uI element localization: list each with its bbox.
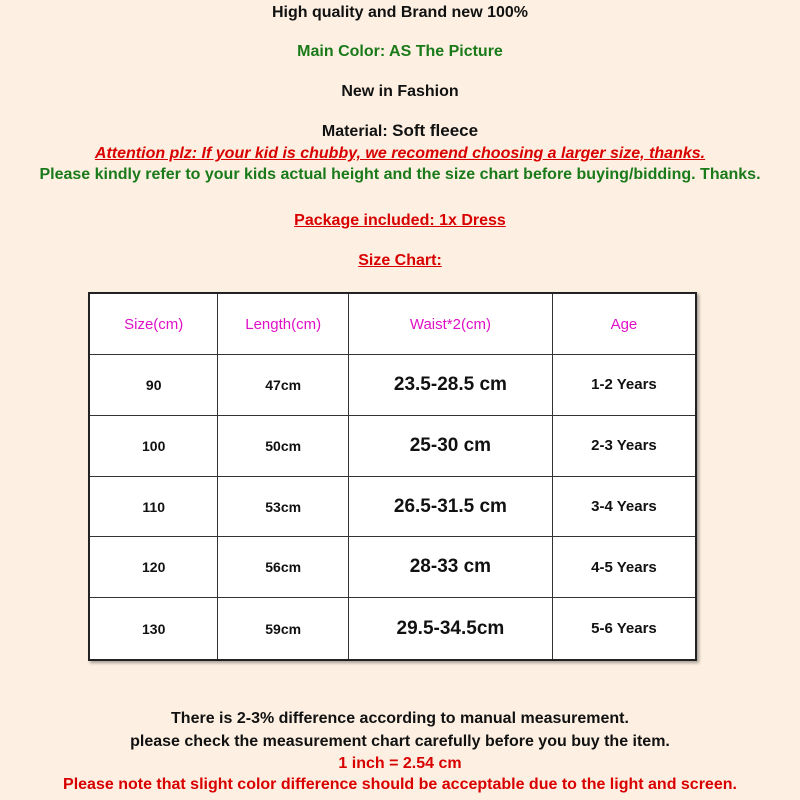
length-cell: 56cm <box>218 537 349 598</box>
check-note: please check the measurement chart carefully before you buy the item. <box>130 733 670 750</box>
header-waist: Waist*2(cm) <box>348 293 552 355</box>
size-cell: 90 <box>89 355 218 416</box>
table-row <box>89 415 696 476</box>
size-chart-table <box>88 292 697 661</box>
quality-line: High quality and Brand new 100% <box>271 4 529 21</box>
package-line: Package included: 1x Dress <box>294 212 506 229</box>
material-label: Material: <box>321 123 393 140</box>
attention-line: Attention plz: If your kid is chubby, we recomend choosing a larger size, thanks. <box>94 145 706 162</box>
refer-line: Please kindly refer to your kids actual height and the size chart before buying/bidding. Thanks. <box>39 166 761 183</box>
length-cell: 59cm <box>218 598 349 660</box>
size-cell: 130 <box>89 598 218 660</box>
main-color-line: Main Color: AS The Picture <box>297 43 503 60</box>
waist-cell: 25-30 cm <box>348 415 552 476</box>
table-row <box>89 598 696 660</box>
table-row <box>89 476 696 537</box>
material-value: Soft fleece <box>392 121 479 140</box>
length-cell: 53cm <box>218 476 349 537</box>
color-difference-note: Please note that slight color difference should be acceptable due to the light and screen. <box>63 776 737 793</box>
table-row <box>89 537 696 598</box>
header-length: Length(cm) <box>218 293 349 355</box>
age-cell: 4-5 Years <box>552 537 696 598</box>
size-cell: 120 <box>89 537 218 598</box>
age-cell: 3-4 Years <box>552 476 696 537</box>
waist-cell: 29.5-34.5cm <box>348 598 552 660</box>
fashion-line: New in Fashion <box>341 83 459 100</box>
header-age: Age <box>552 293 696 355</box>
length-cell: 47cm <box>218 355 349 416</box>
length-cell: 50cm <box>218 415 349 476</box>
age-cell: 1-2 Years <box>552 355 696 416</box>
inch-note: 1 inch = 2.54 cm <box>338 755 462 772</box>
age-cell: 5-6 Years <box>552 598 696 660</box>
size-cell: 110 <box>89 476 218 537</box>
table-header-row <box>89 293 696 355</box>
waist-cell: 26.5-31.5 cm <box>348 476 552 537</box>
size-chart-title: Size Chart: <box>358 252 442 269</box>
table-row <box>89 355 696 416</box>
header-size: Size(cm) <box>89 293 218 355</box>
waist-cell: 28-33 cm <box>348 537 552 598</box>
difference-note: There is 2-3% difference according to manual measurement. <box>171 710 629 727</box>
size-cell: 100 <box>89 415 218 476</box>
waist-cell: 23.5-28.5 cm <box>348 355 552 416</box>
age-cell: 2-3 Years <box>552 415 696 476</box>
material-line <box>0 121 800 141</box>
